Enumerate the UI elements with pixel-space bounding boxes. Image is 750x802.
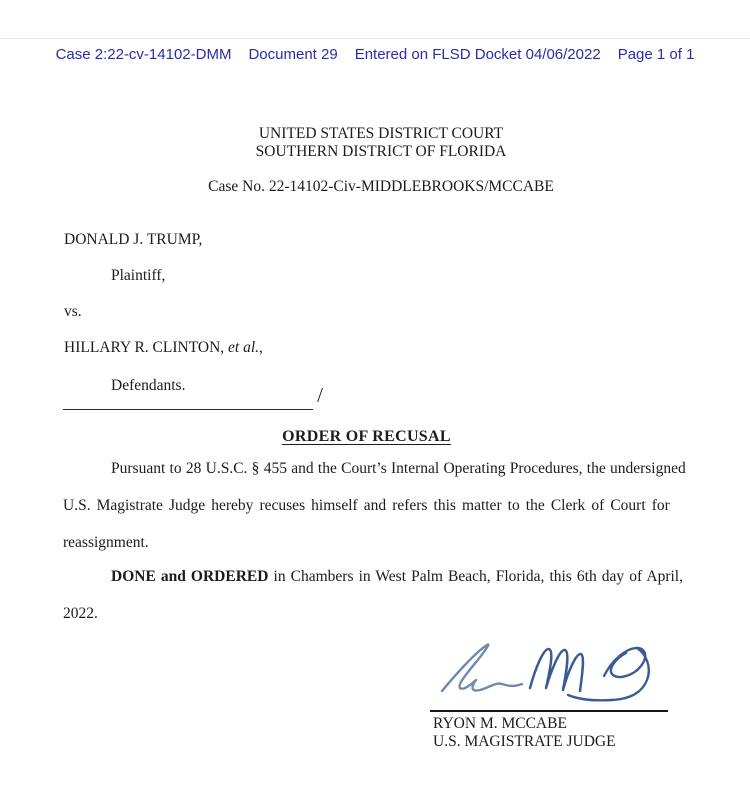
- order-paragraph2-line2: 2022.: [63, 605, 98, 622]
- signature-initial-stroke: [442, 644, 522, 691]
- court-heading: [6, 125, 750, 161]
- stamp-page-count: Page 1 of 1: [617, 46, 695, 63]
- stamp-case-number: Case 2:22-cv-14102-DMM: [55, 46, 232, 63]
- docket-stamp: [0, 46, 750, 64]
- plaintiff-name: DONALD J. TRUMP,: [64, 231, 203, 248]
- top-hairline: [0, 38, 750, 39]
- signer-name: RYON M. MCCABE: [433, 715, 567, 732]
- plaintiff-role-label: Plaintiff,: [111, 267, 166, 284]
- defendant-name-suffix: ,: [259, 339, 263, 356]
- court-district-line: SOUTHERN DISTRICT OF FLORIDA: [255, 143, 507, 160]
- signer-title: U.S. MAGISTRATE JUDGE: [433, 733, 616, 750]
- stamp-entered-date: Entered on FLSD Docket 04/06/2022: [354, 46, 601, 63]
- defendant-role-label: Defendants.: [111, 377, 186, 394]
- order-paragraph2-line1: [63, 558, 683, 595]
- order-paragraph1-line3: reassignment.: [63, 534, 149, 551]
- et-al-text: et al.: [228, 339, 260, 356]
- order-paragraph1-line2: U.S. Magistrate Judge hereby recuses himself and refers this matter to the Clerk of Court for: [63, 497, 670, 514]
- defendant-name: [64, 338, 263, 358]
- caption-divider-slash: /: [317, 383, 323, 407]
- order-title: [63, 428, 670, 446]
- done-and-ordered-text: DONE and ORDERED: [111, 568, 269, 585]
- signature-mm-stroke: [530, 649, 583, 691]
- signature-tail-stroke: [568, 648, 649, 700]
- versus-label: vs.: [64, 303, 82, 320]
- stamp-document-number: Document 29: [248, 46, 338, 63]
- order-title-text: ORDER OF RECUSAL: [282, 428, 451, 445]
- order-paragraph1-line1: Pursuant to 28 U.S.C. § 455 and the Court’s Internal Operating Procedures, the undersigned: [111, 460, 686, 477]
- order-paragraph2-rest: in Chambers in West Palm Beach, Florida, this 6th day of April,: [268, 568, 683, 585]
- case-number-line: Case No. 22-14102-Civ-MIDDLEBROOKS/MCCABE: [208, 178, 554, 195]
- judge-signature: [432, 636, 666, 706]
- signature-loop-stroke: [604, 648, 645, 677]
- court-name-line: UNITED STATES DISTRICT COURT: [258, 125, 504, 142]
- defendant-name-text: HILLARY R. CLINTON,: [64, 339, 229, 356]
- signature-rule: [430, 710, 668, 712]
